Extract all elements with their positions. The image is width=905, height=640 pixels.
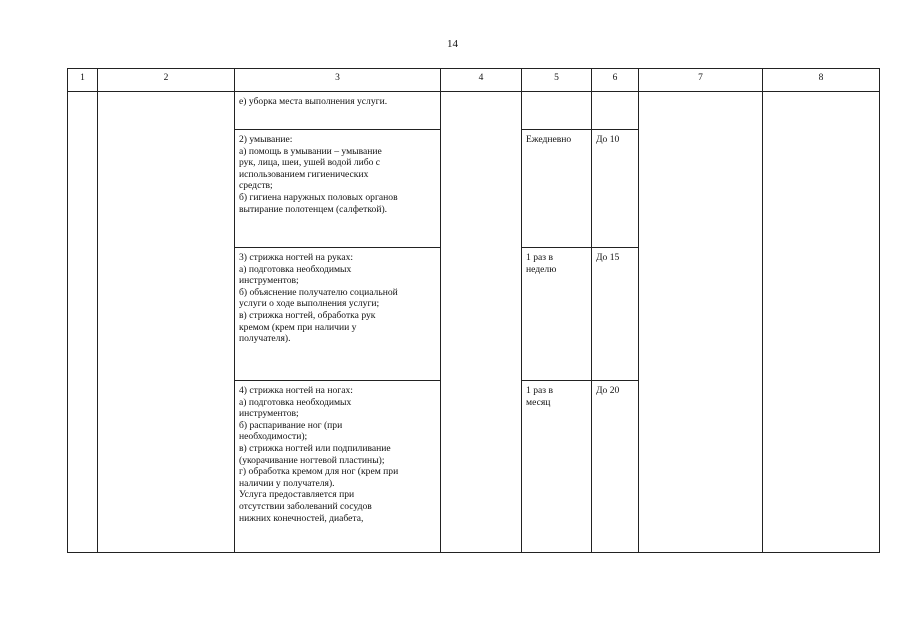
service-description: 3) стрижка ногтей на руках: а) подготовка необходимых инструментов; б) объяснение получателю социальной услуги о ходе выполнения услуги; в) стрижка ногтей, обработка рук кремом (крем при наличии у получателя). [239, 252, 398, 345]
cell-col7-merged [639, 92, 763, 553]
table-row [68, 92, 880, 130]
time-limit-cell [592, 248, 639, 381]
time-limit-cell [592, 130, 639, 248]
column-header-3: 3 [235, 69, 441, 92]
column-header-2: 2 [98, 69, 235, 92]
service-description: 2) умывание: а) помощь в умывании – умывание рук, лица, шеи, ушей водой либо с использованием гигиенических средств; б) гигиена наружных половых органов вытирание полотенцем (салфеткой). [239, 134, 398, 215]
service-description-cell [235, 381, 441, 553]
frequency-cell [522, 248, 592, 381]
frequency-text: 1 раз в месяц [526, 385, 553, 408]
time-limit-cell [592, 92, 639, 130]
cell-col1-merged [68, 92, 98, 553]
service-description-cell [235, 130, 441, 248]
column-header-7: 7 [639, 69, 763, 92]
column-header-5: 5 [522, 69, 592, 92]
column-header-1: 1 [68, 69, 98, 92]
service-description-cell [235, 248, 441, 381]
page-number: 14 [447, 38, 458, 50]
cell-col2-merged [98, 92, 235, 553]
time-limit-text: До 20 [596, 385, 620, 396]
time-limit-cell [592, 381, 639, 553]
column-header-6: 6 [592, 69, 639, 92]
column-header-8: 8 [763, 69, 880, 92]
cell-col8-merged [763, 92, 880, 553]
service-description: е) уборка места выполнения услуги. [239, 96, 388, 107]
column-header-4: 4 [441, 69, 522, 92]
service-description-cell [235, 92, 441, 130]
time-limit-text: До 10 [596, 134, 620, 145]
cell-col4-merged [441, 92, 522, 553]
services-table [67, 68, 880, 553]
services-table-wrapper [67, 68, 880, 553]
frequency-text: Ежедневно [526, 134, 572, 145]
frequency-cell [522, 381, 592, 553]
column-number-row [68, 69, 880, 92]
frequency-text: 1 раз в неделю [526, 252, 557, 275]
frequency-cell [522, 130, 592, 248]
service-description: 4) стрижка ногтей на ногах: а) подготовка необходимых инструментов; б) распаривание ног (при необходимости); в) стрижка ногтей или подпиливание (укорачивание ногтевой пластины); г) обработка кремом для ног (крем при наличии у получателя). Услуга предоставляется при отсутствии заболеваний сосудов нижних конечностей, диабета, [239, 385, 399, 524]
frequency-cell [522, 92, 592, 130]
time-limit-text: До 15 [596, 252, 620, 263]
